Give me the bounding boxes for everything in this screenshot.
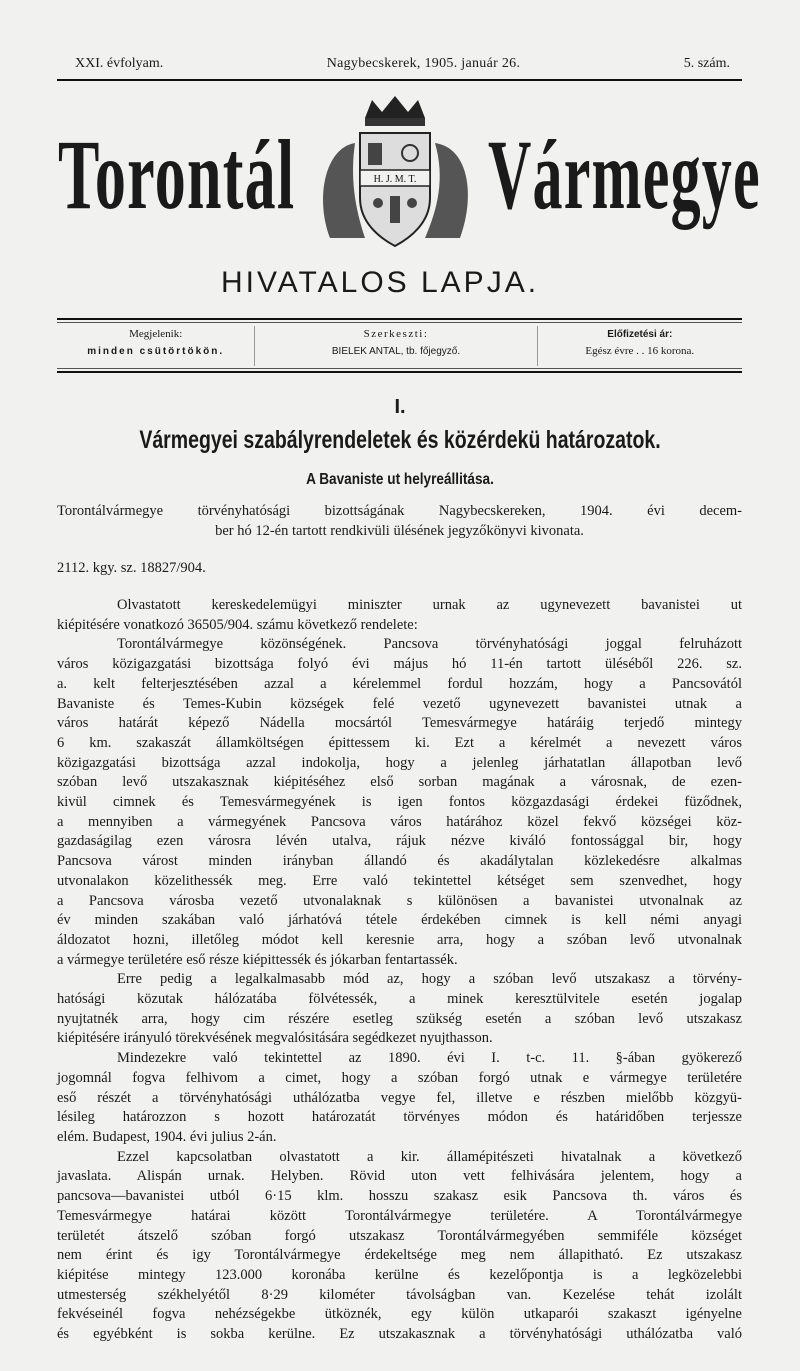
body-line: és egyébként is sokba kerülne. Ez utszakasznak a törvényhatósági uthálózatba való (57, 1326, 742, 1343)
editor-label: Szerkeszti: (363, 328, 429, 340)
article-intro (57, 501, 742, 541)
body-line: pancsova—bavanistei utból 6·15 klm. hosszu szakasz esik Pancsova th. város és (57, 1188, 742, 1205)
body-line: Olvastatott kereskedelemügyi miniszter urnak az ugynevezett bavanistei ut (117, 597, 742, 613)
body-line: szóban levő utszakasznak kiépitéséhez első sorban magának a városnak, de ezen- (57, 774, 742, 791)
body-line: város határát képező Nádella mocsártól Temesvármegye határáig terjedő mintegy (57, 715, 742, 732)
body-line: eső részét a törvényhatósági uthálózatba vegye fel, illetve e részben mielőbb közgyü- (57, 1089, 742, 1106)
paragraph (57, 1148, 742, 1345)
body-line: város közigazgatási bizottsága folyó évi május hó 11-én tartott üléséből 226. sz. (57, 656, 742, 673)
body-line: fekvéseinél fogva nehézségekbe ütköznék, egy külön utkaparói szakaszt igényelne (57, 1306, 742, 1323)
paragraph (57, 970, 742, 1049)
editor-column (254, 326, 536, 366)
article-title: A Bavaniste ut helyreállitása. (306, 471, 494, 488)
body-line: nyujtatnék arra, hogy cim részére esetleg szükség esetén a szóban levő utszakasz (57, 1010, 742, 1027)
paragraph (57, 596, 742, 635)
paragraph (57, 635, 742, 970)
crest-text: H. J. M. T. (373, 174, 417, 185)
body-line: jogomnál fogva felhivom a cimet, hogy a szóban forgó utnak e vármegye területére (57, 1069, 742, 1086)
masthead-title-right: Vármegye (488, 119, 761, 230)
body-line: Ezzel kapcsolatban olvastatott a kir. államépitészeti hivatalnak a következő (117, 1148, 742, 1165)
body-line: kiépitésére irányuló törekvésének megvalósitására segédkezet nyujthasson. (57, 1030, 493, 1047)
divider (57, 371, 742, 373)
article-body (57, 596, 742, 1345)
section-heading: Vármegyei szabályrendeletek és közérdekü határozatok. (139, 426, 661, 454)
intro-line: ber hó 12-én tartott rendkivüli ülésének jegyzőkönyvi kivonata. (215, 523, 584, 539)
body-line: Temesvármegye határai között Torontálvármegye területére. A Torontálvármegye (57, 1207, 742, 1224)
body-line: Mindezekre való tekintettel az 1890. évi I. t-c. 11. §-ában gyökerező (117, 1050, 742, 1067)
body-line: a mennyiben a vármegyének Pancsova város határához közel fekvő községei köz- (57, 813, 742, 830)
body-line: lésileg határozzon s hozott határozatát törvényes módon és határidőben terjessze (57, 1109, 742, 1126)
body-line: kiépitésére vonatkozó 36505/904. számu következő rendelete: (57, 616, 418, 633)
body-line: Erre pedig a legalkalmasabb mód az, hogy a szóban levő utszakasz a törvény- (117, 971, 742, 988)
body-line: területét átszelő szóban forgó utszakasz Torontálvármegyében semmiféle községet (57, 1227, 742, 1244)
body-line: hatósági közutak hálózatába fölvétessék, a minek keresztülvitele esetén jogalap (57, 991, 742, 1008)
masthead-top-line (75, 56, 730, 76)
divider (57, 79, 742, 81)
body-line: kivül cimnek és Temesvármegyének is igen fontos közgazdasági érdekei füződnek, (57, 794, 742, 811)
body-line: gazdaságilag ezen városra lévén utalva, rájuk nézve kiváló fontossággal bir, hogy (57, 833, 742, 850)
body-line: 6 km. szakaszát államköltségen épittessem ki. Ezt a kérelmét a nevezett város (57, 734, 742, 751)
body-line: Pancsova várost minden irányban állandó és akadálytalan közlekedésre alkalmas (57, 853, 742, 870)
appears-column (57, 326, 254, 366)
price-column (537, 326, 742, 366)
body-line: Bavaniste és Temes-Kubin községek felé vezető ugynevezett bavanistei utnak a (57, 695, 742, 712)
divider (57, 322, 742, 323)
issue-number: 5. szám. (683, 56, 730, 71)
appears-value: minden csütörtökön. (87, 346, 225, 357)
body-line: év minden szakában való járhatóvá tétele érdekében cimnek is kell némi anyagi (57, 912, 742, 929)
place-date: Nagybecskerek, 1905. január 26. (326, 56, 521, 71)
volume-label: XXI. évfolyam. (75, 56, 164, 71)
body-line: nem érint és igy Torontálvármegye érdekeltsége meg nem állapitható. Ez utszakasz (57, 1247, 742, 1264)
body-line: Torontálvármegye közönségének. Pancsova törvényhatósági joggal felruházott (117, 636, 742, 653)
divider (57, 318, 742, 320)
price-label: Előfizetési ár: (607, 329, 673, 340)
coat-of-arms-icon (310, 88, 480, 258)
reference-number: 2112. kgy. sz. 18827/904. (57, 560, 206, 576)
editor-value: BIELEK ANTAL, tb. főjegyző. (331, 346, 461, 357)
body-line: elém. Budapest, 1904. évi julius 2-án. (57, 1128, 277, 1145)
divider (57, 368, 742, 369)
section-number: I. (394, 396, 406, 418)
body-line: kiépitése mintegy 123.000 koronába kerülne és kezelőpontja is a legközelebbi (57, 1266, 742, 1283)
paragraph (57, 1049, 742, 1148)
body-line: áldozatot hozni, illetőleg módot kell keresnie arra, hogy a szóban levő utvonalnak (57, 931, 742, 948)
body-line: utvonalakon közelithessék meg. Erre való tekintettel kétséget sem szenvedhet, hogy (57, 872, 742, 889)
body-line: a Pancsova városba vezető utvonalaknak s különösen a bavanistei utvonalnak az (57, 892, 742, 909)
body-line: a vármegye területére eső része kiépittessék és jókarban fentartassék. (57, 951, 458, 968)
body-line: a. kelt felterjesztésében azzal a kérelemmel fordul hozzám, hogy a Pancsovától (57, 675, 742, 692)
publication-info (57, 326, 742, 366)
masthead-title-left: Torontál (58, 119, 296, 230)
body-line: közigazgatási bizottsága azzal indokolja, hogy a jelenleg járhatatlan állapotban levő (57, 754, 742, 771)
price-value: Egész évre . . 16 korona. (585, 345, 695, 357)
appears-label: Megjelenik: (129, 328, 183, 340)
masthead-subtitle: HIVATALOS LAPJA. (220, 266, 540, 299)
intro-line: Torontálvármegye törvényhatósági bizottságának Nagybecskereken, 1904. évi decem- (57, 503, 742, 519)
body-line: utmesterség székhelyétől 8·29 kilométer távolságban van. Kezelése tehát izolált (57, 1286, 742, 1303)
body-line: javaslata. Alispán urnak. Helyben. Rövid uton vett felhivására jelentem, hogy a (57, 1168, 742, 1185)
